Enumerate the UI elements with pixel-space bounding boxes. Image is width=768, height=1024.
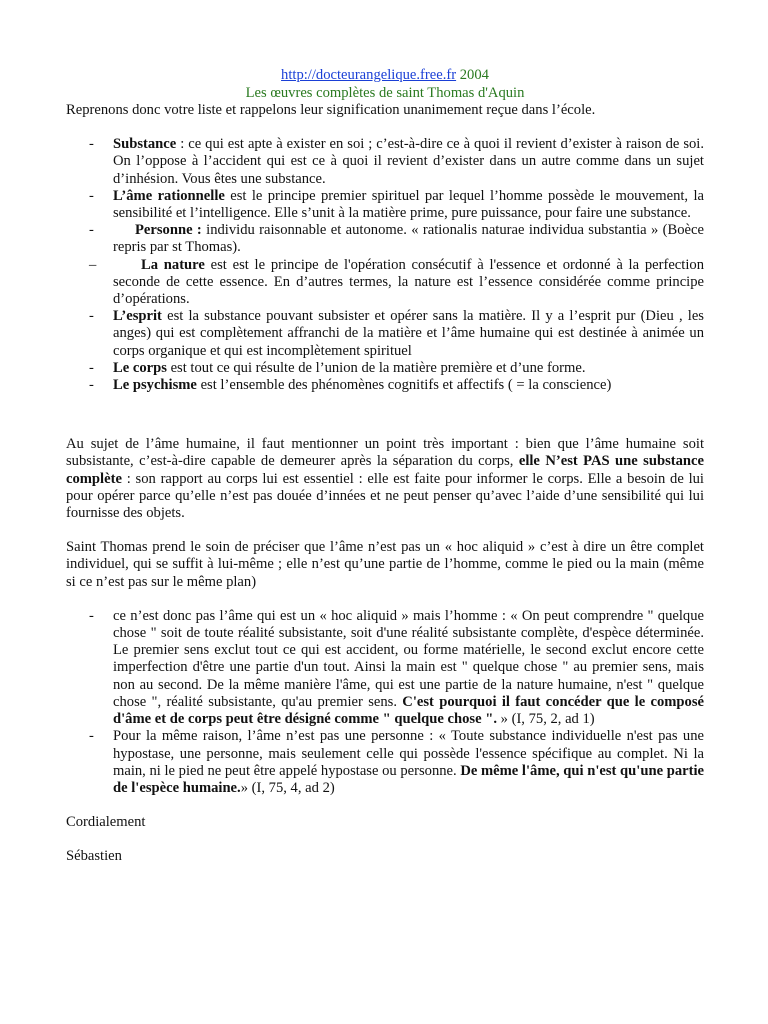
quote-item (66, 728, 704, 797)
signature: Sébastien (66, 848, 122, 865)
soul-paragraph-end: : son rapport au corps lui est essentiel : elle est faite pour informer le corps. Elle a besoin de lui pour opérer parce qu’elle n’est pas douée d’innées et ne peut penser qu’avec l’aide d’une sensibilité qui lui fournisse des objets. (66, 470, 704, 522)
list-dash: - (89, 377, 94, 394)
definition-term: Personne : (135, 222, 202, 239)
list-dash: - (89, 222, 94, 239)
definition-term: Substance (113, 136, 177, 153)
list-dash: – (89, 256, 97, 273)
soul-paragraph (66, 436, 704, 522)
list-dash: - (89, 359, 94, 376)
definition-item (66, 257, 704, 309)
definition-text: est la substance pouvant subsister et opérer sans la matière. Il y a l’esprit pur (Dieu , les anges) qui est complètement affranchi de la matière et l’âme humaine qui est destinée à animée un corps organique et qui est incomplètement spirituel (113, 308, 704, 359)
quote-reference: » (I, 75, 2, ad 1) (496, 711, 595, 728)
quote-emphasis: C'est pourquoi il faut concéder que le composé d'âme et de corps peut être désigné comme " quelque chose ". (113, 693, 704, 728)
definition-item (66, 308, 704, 360)
list-dash: - (89, 607, 94, 624)
list-dash: - (89, 187, 94, 204)
quote-text: ce n’est donc pas l’âme qui est un « hoc aliquid » mais l’homme : « On peut comprendre " quelque chose " soit de toute réalité subsistante, soit d'une réalité subsistante complète, d'espèce déterminée. Le premier sens exclut tout ce qui est accident, ou forme matérielle, le second exclut encore cette imperfection d'être une partie d'un tout. Ainsi la main est " quelque chose " au premier sens, mais non au second. De la même manière l'âme, qui est une partie de la nature humaine, n'est " quelque chose ", réalité subsistante, qu'au premier sens. (113, 607, 704, 710)
list-dash: - (89, 728, 94, 745)
definition-item (66, 222, 704, 256)
header-year: 2004 (459, 67, 489, 83)
definition-item (66, 188, 704, 222)
definition-item (66, 360, 704, 377)
list-dash: - (89, 308, 94, 325)
quote-emphasis: De même l'âme, qui n'est qu'une partie de l'espèce humaine. (113, 762, 704, 796)
definition-text: : ce qui est apte à exister en soi ; c’est-à-dire ce à quoi il revient d’exister à raison de soi. On l’oppose à l’accident qui est ce à quoi il revient d’exister dans un autre comme dans un sujet d’inhésion. Vous êtes une substance. (113, 136, 704, 187)
definition-text: est est le principe de l'opération consécutif à l'essence et ordonné à la perfection seconde de cette essence. En d’autres termes, la nature est l’essence considérée comme principe d’opérations. (113, 256, 704, 308)
list-dash: - (89, 136, 94, 153)
definitions-list (66, 136, 704, 394)
header-subtitle: Les œuvres complètes de saint Thomas d'Aquin (245, 85, 525, 101)
document-header (66, 66, 704, 102)
definition-item (66, 136, 704, 188)
hoc-aliquid-paragraph: Saint Thomas prend le soin de préciser que l’âme n’est pas un « hoc aliquid » c’est à dire un être complet individuel, qui se suffit à lui-même ; elle n’est qu’une partie de l’homme, comme le pied ou la main (même si ce n’est pas sur le même plan) (66, 539, 704, 590)
quotes-list (66, 608, 704, 797)
quote-reference: » (I, 75, 4, ad 2) (240, 779, 335, 796)
definition-text: individu raisonnable et autonome. « rationalis naturae individua substantia » (Boèce repris par st Thomas). (113, 222, 704, 256)
definition-term: La nature (141, 256, 205, 273)
definition-text: est le principe premier spirituel par lequel l’homme possède le mouvement, la sensibilité et l’intelligence. Elle s’unit à la matière prime, pure puissance, pour faire une substance. (113, 187, 704, 222)
intro-paragraph: Reprenons donc votre liste et rappelons leur signification unanimement reçue dans l’école. (66, 102, 596, 118)
definition-term: L’âme rationnelle (113, 187, 225, 204)
definition-text: est l’ensemble des phénomènes cognitifs et affectifs ( = la conscience) (196, 377, 612, 394)
source-link[interactable]: http://docteurangelique.free.fr (281, 67, 457, 83)
closing: Cordialement (66, 814, 146, 831)
definition-term: Le psychisme (113, 377, 197, 394)
definition-term: L’esprit (113, 308, 162, 325)
quote-text: Pour la même raison, l’âme n’est pas une personne : « Toute substance individuelle n'est pas une hypostase, une personne, mais seulement celle qui possède l'essence spécifique au complet. Ni la main, ni le pied ne peut être appelé hypostase ou personne. (113, 728, 704, 779)
soul-paragraph-emphasis: elle N’est PAS une substance complète (66, 453, 704, 487)
quote-item (66, 608, 704, 728)
soul-paragraph-start: Au sujet de l’âme humaine, il faut mentionner un point très important : bien que l’âme humaine soit subsistante, c’est-à-dire capable de demeurer après la séparation du corps, (66, 436, 704, 470)
definition-text: est tout ce qui résulte de l’union de la matière première et d’une forme. (166, 359, 586, 376)
definition-term: Le corps (113, 359, 167, 376)
definition-item (66, 377, 704, 394)
